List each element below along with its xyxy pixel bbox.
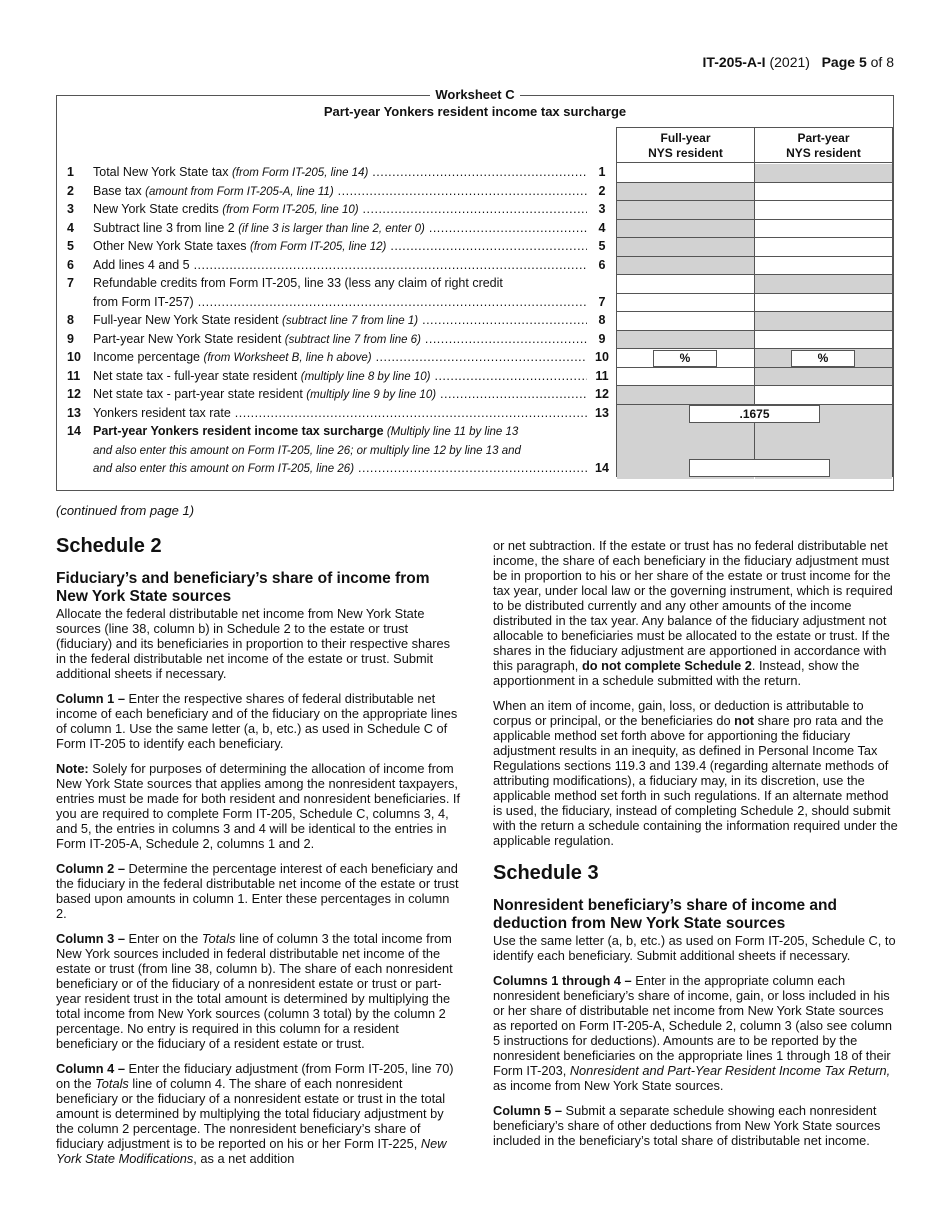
line-text: Subtract line 3 from line 2 (if line 3 is larger than line 2, enter 0) ..... xyxy=(93,219,587,239)
column-full-year xyxy=(616,127,755,477)
amount-cell-part[interactable] xyxy=(755,257,892,276)
amount-cell-full[interactable] xyxy=(617,275,754,294)
page-header xyxy=(703,54,894,70)
page-word: Page xyxy=(821,54,856,70)
line-number: 6 xyxy=(67,257,74,272)
line-text: Add lines 4 and 5 ..... xyxy=(93,256,587,276)
amount-cell-full xyxy=(617,220,754,239)
line-label: 1 xyxy=(598,165,606,179)
line-label: 9 xyxy=(598,331,606,346)
line-label: 11 xyxy=(595,368,609,383)
amount-cell-full[interactable] xyxy=(617,368,754,387)
line-label: 2 xyxy=(598,183,606,198)
column-3-instructions: Column 3 – Enter on the Totals line of column 3 the total income from New York sources included in federal distributable net income of the estate or trust (from line 38, column b). The share of each nonresident beneficiary or of the fiduciary of a nonresident estate or trust or part-year resident trust in the total amount is determined by multiplying the total income from New York sources (column 3 total) by the column 2 percentage. No entry is required in this column for a resident beneficiary or the fiduciary of a resident estate or trust. xyxy=(56,931,453,1051)
line-number: 5 xyxy=(67,239,74,253)
amount-cell-part xyxy=(755,442,892,461)
amount-cell-full[interactable] xyxy=(617,312,754,331)
worksheet-line xyxy=(57,200,616,219)
fiduciary-adjustment-paragraph: or net subtraction. If the estate or trust has no federal distributable net income, the share of each beneficiary in the fiduciary adjustment must be in proportion to his or her share of the estate or trust income for the tax year, under local law or the governing instrument, which is required to be distributed currently and any other amounts of the income distributed in the tax year. Any balance of the fiduciary adjustment not allocable to beneficiaries must be allocated to the estate or trust. If the shares in the fiduciary adjustment are apportioned in accordance with this paragraph, do not complete Schedule 2. Instead, show the apportionment in a schedule submitted with the return. xyxy=(493,538,893,688)
amount-cell-full[interactable] xyxy=(617,349,754,368)
column-part-year-header: Part-year NYS resident xyxy=(755,128,892,163)
page-total: of 8 xyxy=(870,54,894,70)
amount-cell-part[interactable] xyxy=(755,386,892,405)
line-number: 4 xyxy=(67,220,74,235)
line-number: 12 xyxy=(67,387,81,401)
worksheet-line xyxy=(57,348,616,367)
worksheet-line xyxy=(57,404,616,423)
percent-input[interactable]: % xyxy=(653,350,717,367)
column-4-instructions: Column 4 – Enter the fiduciary adjustment (from Form IT-205, line 70) on the Totals line of column 4. The share of each nonresident beneficiary or the fiduciary of a nonresident estate or trust in the total amount is determined by multiplying the total fiduciary adjustment by the column 2 percentage. The nonresident beneficiary’s share of fiduciary adjustment is to be reported on his or her Form IT-225, New York State Modifications, as a net addition xyxy=(56,1061,454,1166)
amount-cell-full xyxy=(617,183,754,202)
worksheet-line xyxy=(57,311,616,330)
amount-cell-part xyxy=(755,275,892,294)
line-text: and also enter this amount on Form IT-205, line 26; or multiply line 12 by line 13 and xyxy=(93,444,521,457)
amount-cell-part[interactable] xyxy=(755,220,892,239)
worksheet-line xyxy=(57,330,616,349)
amount-cell-full xyxy=(617,442,754,461)
line-label: 13 xyxy=(595,405,609,420)
schedule-3-intro: Use the same letter (a, b, etc.) as used on Form IT-205, Schedule C, to identify each beneficiary. Submit additional sheets if necessary. xyxy=(493,933,896,963)
right-column xyxy=(493,538,898,1158)
worksheet-line xyxy=(57,274,616,293)
line-number: 1 xyxy=(67,165,74,179)
schedule-2-subheading: Fiduciary’s and beneficiary’s share of income from New York State sources xyxy=(56,570,430,605)
line-text: Part-year New York State resident (subtract line 7 from line 6) ..... xyxy=(93,330,587,350)
worksheet-line xyxy=(57,367,616,386)
amount-cell-part xyxy=(755,423,892,442)
amount-cell-full xyxy=(617,257,754,276)
percent-input[interactable]: % xyxy=(791,350,855,367)
line-text: New York State credits (from Form IT-205, line 10) ..... xyxy=(93,200,587,220)
line-number: 9 xyxy=(67,331,74,346)
worksheet-line xyxy=(57,459,616,478)
amount-cell-full xyxy=(617,238,754,257)
line-text: Base tax (amount from Form IT-205-A, line 11) ..... xyxy=(93,182,587,202)
continued-note: (continued from page 1) xyxy=(56,503,195,518)
schedule-2-heading: Schedule 2 xyxy=(56,535,162,557)
schedule-3-subheading: Nonresident beneficiary’s share of income and deduction from New York State sources xyxy=(493,897,837,932)
columns-1-4-instructions: Columns 1 through 4 – Enter in the appropriate column each nonresident beneficiary’s share of income, gain, or loss included in his or her share of distributable net income from New York State sources as reported on Form IT-205-A, Schedule 2, column 3 (also see column 5 instructions for deductions). Amounts are to be reported by the nonresident beneficiaries on the appropriate lines 1 through 18 of their Form IT-203, Nonresident and Part-Year Resident Income Tax Return, as income from New York State sources. xyxy=(493,973,893,1093)
line-text: Total New York State tax (from Form IT-205, line 14) ..... xyxy=(93,163,587,183)
amount-cell-part[interactable] xyxy=(755,201,892,220)
line-number: 10 xyxy=(67,350,81,364)
line-text: Net state tax - part-year state resident (multiply line 9 by line 10) ..... xyxy=(93,385,587,405)
column-5-instructions: Column 5 – Submit a separate schedule showing each nonresident beneficiary’s share of other deductions from New York State sources included in the beneficiary’s total share of distributable net income. xyxy=(493,1103,881,1148)
schedule-3-heading: Schedule 3 xyxy=(493,862,599,884)
line-label: 14 xyxy=(595,461,609,475)
amount-cell-part xyxy=(755,312,892,331)
amount-cell-full xyxy=(617,423,754,442)
line-number: 14 xyxy=(67,424,81,438)
worksheet-line xyxy=(57,441,616,460)
line-number: 13 xyxy=(67,405,81,420)
form-number: IT-205-A-I xyxy=(702,54,766,70)
note-paragraph: Note: Solely for purposes of determining the allocation of income from New York State sources that applies among the nonresident taxpayers, entries must be made for both resident and nonresident beneficiaries. If you are required to complete Form IT-205, Schedule C, columns 3, 4, and 5, the entries in columns 3 and 4 will be identical to the entries in Form IT-205-A, Schedule 2, columns 1 and 2. xyxy=(56,761,461,851)
line-text: Part-year Yonkers resident income tax surcharge (Multiply line 11 by line 13 xyxy=(93,424,519,438)
schedule-2-intro: Allocate the federal distributable net income from New York State sources (line 38, column b) in Schedule 2 to the estate or trust (fiduciary) and its beneficiaries in proportion to their respective shares in the federal distributable net income of the estate or trust. Submit additional sheets if necessary. xyxy=(56,606,451,681)
line-label: 8 xyxy=(598,313,606,327)
line-text: Other New York State taxes (from Form IT-205, line 12) ..... xyxy=(93,237,587,257)
amount-cell-part[interactable] xyxy=(755,238,892,257)
amount-cell-full xyxy=(617,386,754,405)
line-number: 2 xyxy=(67,183,74,198)
yonkers-tax-rate: .1675 xyxy=(689,405,820,423)
amount-cell-part[interactable] xyxy=(755,183,892,202)
worksheet-line xyxy=(57,422,616,441)
worksheet-line xyxy=(57,256,616,275)
amount-cell-part xyxy=(755,368,892,387)
line-text: and also enter this amount on Form IT-205, line 26) ..... xyxy=(93,459,587,479)
line-14-input[interactable] xyxy=(689,459,830,477)
worksheet-line xyxy=(57,219,616,238)
line-label: 6 xyxy=(598,257,606,272)
amount-cell-full[interactable] xyxy=(617,164,754,183)
column-1-instructions: Column 1 – Enter the respective shares of federal distributable net income of each beneficiary and of the fiduciary on the appropriate lines of column 1. Use the same letter (a, b, etc.) as used in Schedule C of Form IT-205 to identify each beneficiary. xyxy=(56,691,458,751)
worksheet-line xyxy=(57,385,616,404)
worksheet-title: Worksheet C xyxy=(57,87,893,102)
column-full-year-header: Full-year NYS resident xyxy=(617,128,754,163)
line-label: 7 xyxy=(598,294,606,309)
line-text: from Form IT-257) ..... xyxy=(93,293,587,313)
line-label: 10 xyxy=(595,350,609,364)
line-number: 8 xyxy=(67,313,74,327)
amount-cell-full[interactable] xyxy=(617,294,754,313)
page-number: 5 xyxy=(858,54,867,70)
form-year: (2021) xyxy=(769,54,810,70)
line-number: 3 xyxy=(67,202,74,216)
worksheet-line xyxy=(57,237,616,256)
line-number: 11 xyxy=(67,368,81,383)
worksheet-line xyxy=(57,293,616,312)
worksheet-c xyxy=(56,87,894,491)
amount-cell-part xyxy=(755,349,892,368)
alternate-method-paragraph: When an item of income, gain, loss, or deduction is attributable to corpus or principal, or the beneficiaries do not share pro rata and the applicable method set forth above for apportioning the fiduciary adjustment results in an inequity, as defined in Personal Income Tax Regulations sections 119.3 and 139.4 (regarding alternate methods of attributing modifications), a fiduciary may, in its discretion, use the applicable method set forth in such regulations. If an alternate method is used, the fiduciary, instead of completing Schedule 2, should submit with the return a schedule containing the information required under the applicable regulation. xyxy=(493,698,898,848)
line-text: Full-year New York State resident (subtract line 7 from line 1) ..... xyxy=(93,311,587,331)
amount-cell-part[interactable] xyxy=(755,294,892,313)
amount-cell-full xyxy=(617,201,754,220)
worksheet-subtitle: Part-year Yonkers resident income tax surcharge xyxy=(323,104,627,119)
line-label: 4 xyxy=(598,220,606,235)
left-column xyxy=(56,535,461,1176)
worksheet-line xyxy=(57,163,616,182)
line-number: 7 xyxy=(67,276,74,290)
line-text: Yonkers resident tax rate ..... xyxy=(93,404,587,424)
line-text: Income percentage (from Worksheet B, line h above) ..... xyxy=(93,348,587,368)
line-text: Net state tax - full-year state resident (multiply line 8 by line 10) ..... xyxy=(93,367,587,387)
line-text: Refundable credits from Form IT-205, line 33 (less any claim of right credit xyxy=(93,276,503,290)
worksheet-line xyxy=(57,182,616,201)
column-part-year xyxy=(755,127,893,477)
line-label: 12 xyxy=(595,387,609,401)
amount-cell-part xyxy=(755,164,892,183)
line-label: 5 xyxy=(598,239,606,253)
column-2-instructions: Column 2 – Determine the percentage interest of each beneficiary and the fiduciary in the federal distributable net income of the estate or trust based upon amounts in column 1. Enter these percentages in column 2. xyxy=(56,861,459,921)
amount-cell-part[interactable] xyxy=(755,331,892,350)
amount-cell-full xyxy=(617,331,754,350)
line-label: 3 xyxy=(598,202,606,216)
